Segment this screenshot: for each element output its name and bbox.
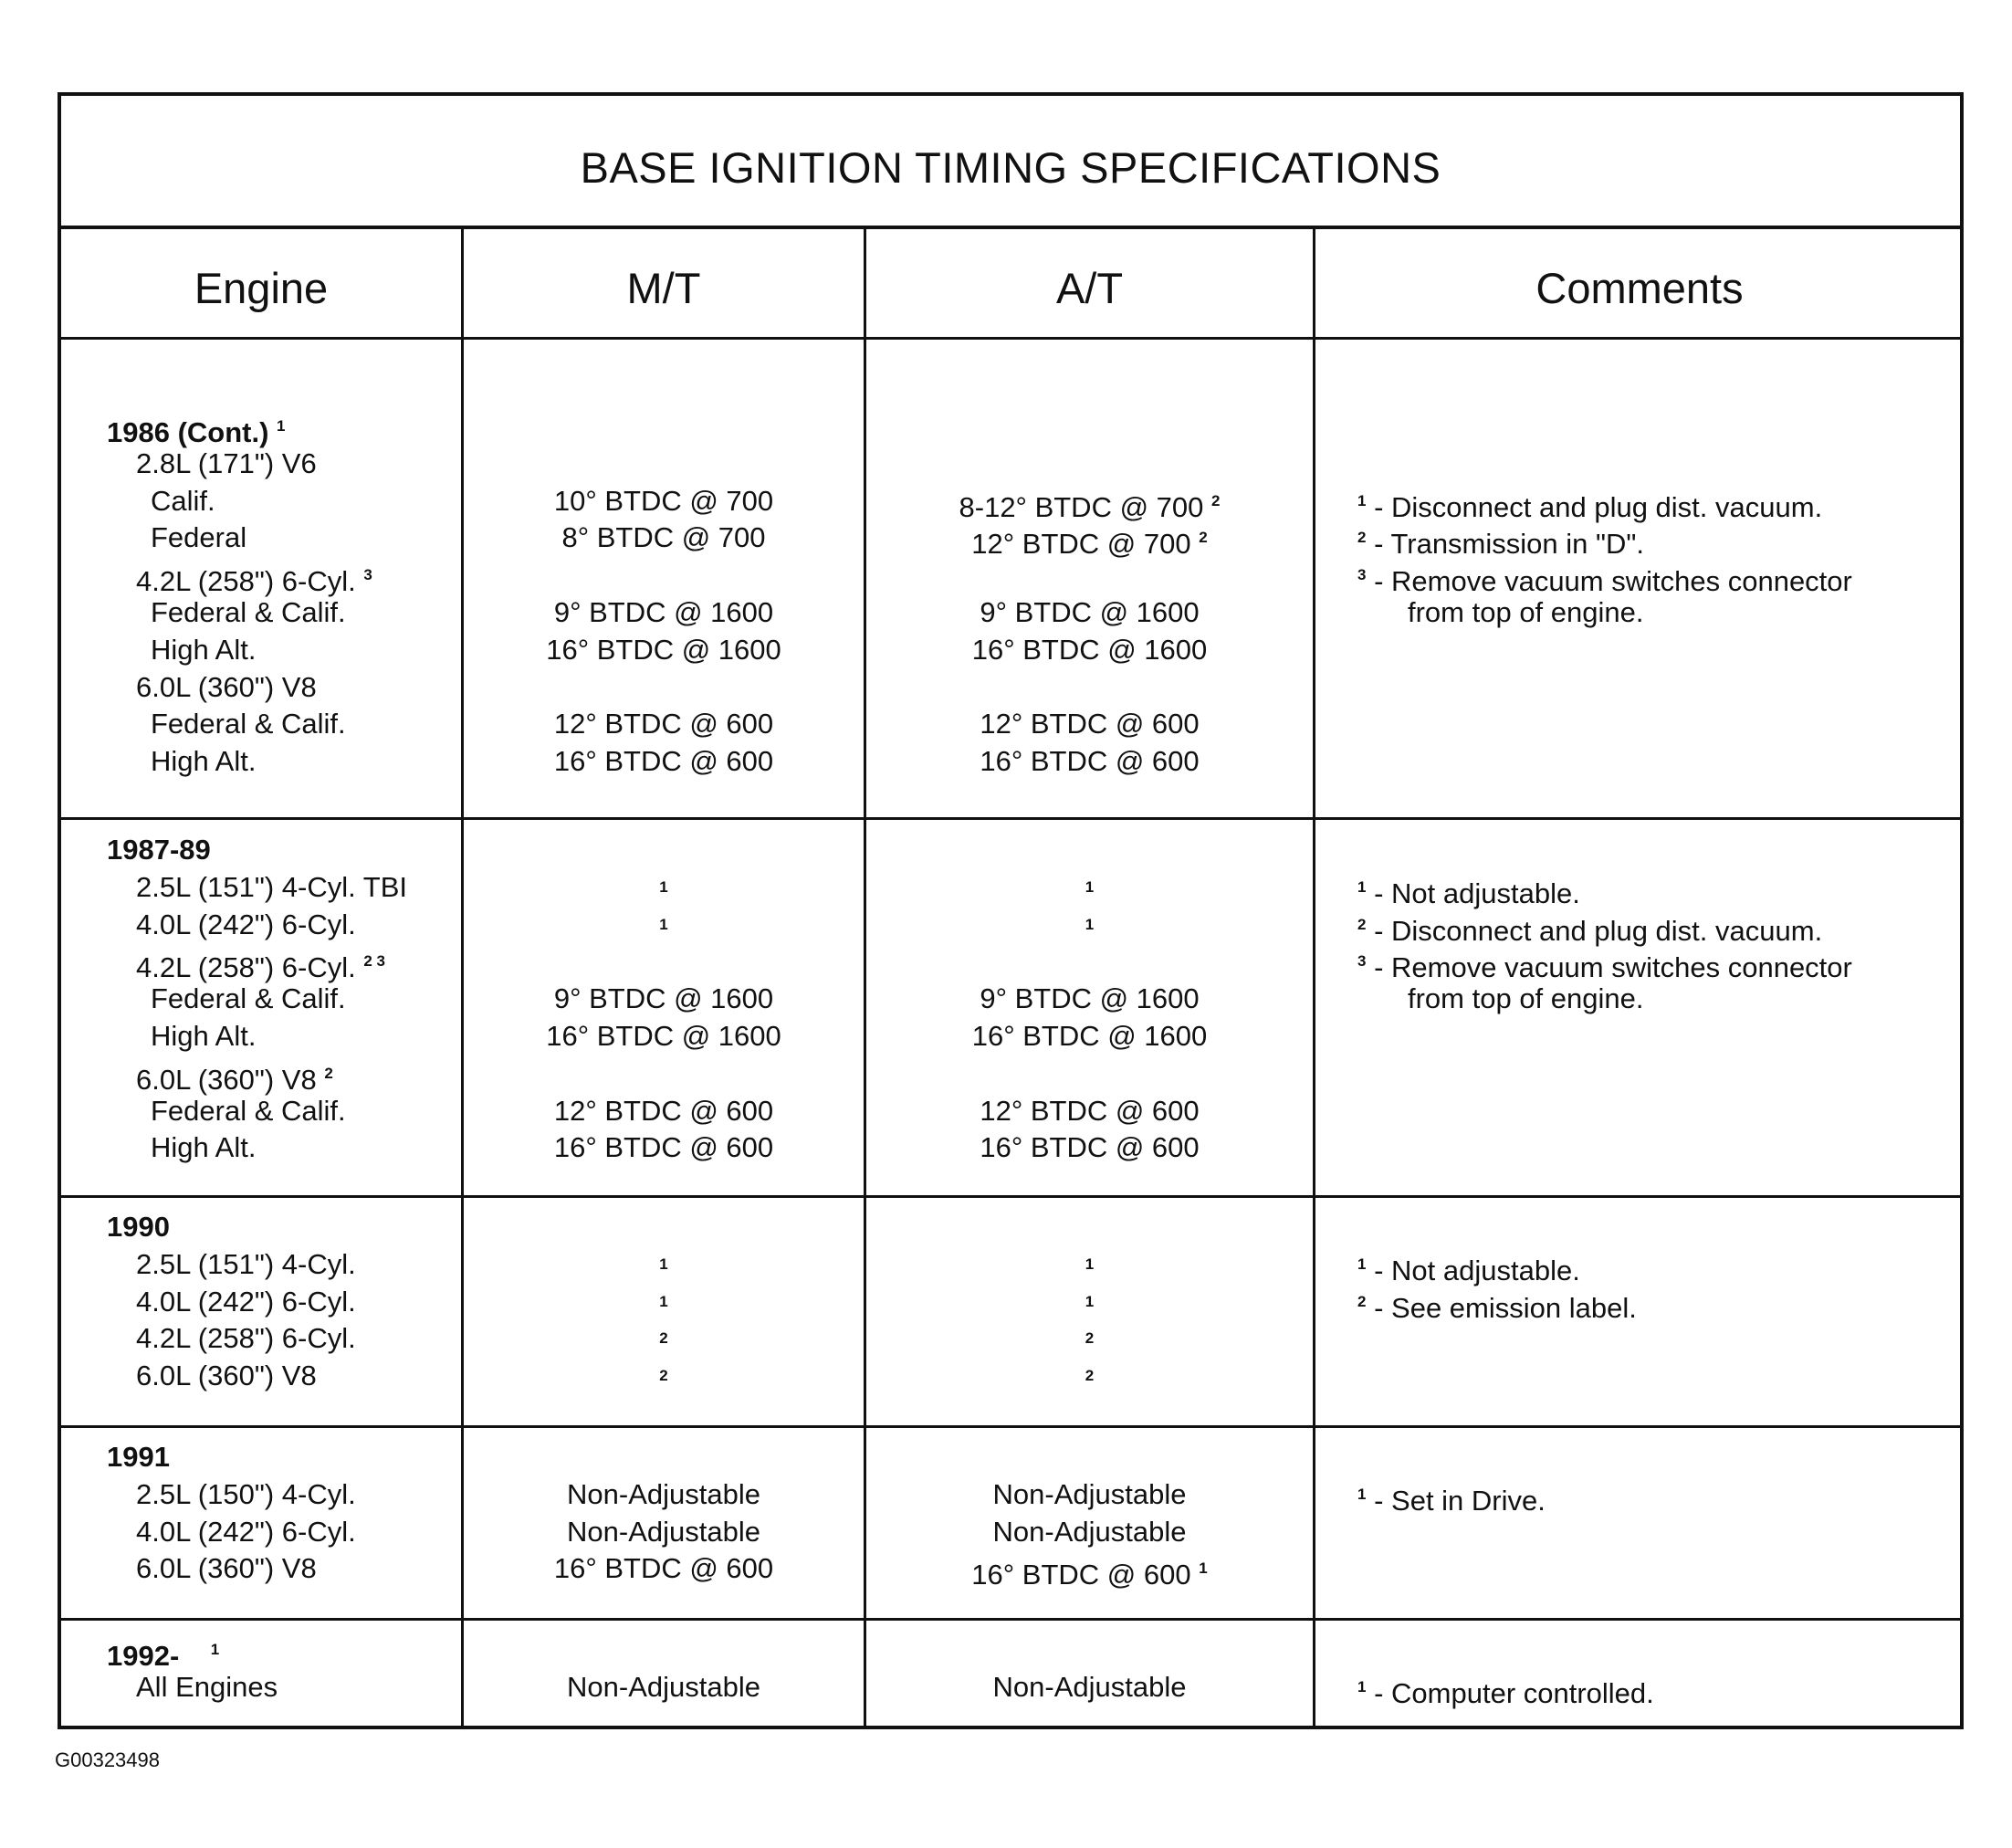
comments-cell-1991 [1357,1439,1960,1517]
at-cell-1990 [866,1209,1313,1395]
engine-line: 4.0L (242") 6-Cyl. [136,1285,356,1318]
mt-note: 1 [659,877,668,896]
column-header-engine: Engine [194,263,329,312]
engine-line: 6.0L (360") V8 $^2$ [136,1063,333,1096]
comment-line: from top of engine. [1408,595,1644,628]
mt-value: 16° BTDC @ 600 [553,1131,774,1164]
engine-cell-1992 [61,1632,461,1706]
engine-line: Federal [151,521,247,554]
engine-line: 6.0L (360") V8 [136,670,317,703]
year-label: 1992- $^1$ [107,1640,220,1672]
column-header-mt: M/T [626,263,701,312]
at-value: Non-Adjustable [992,1515,1187,1548]
header-divider [61,337,1960,340]
at-cell-1987-89 [866,832,1313,1167]
comment-line: $^2$ - Disconnect and plug dist. vacuum. [1357,914,1823,947]
engine-line: Federal & Calif. [151,595,346,628]
engine-line: Calif. [151,484,215,517]
year-label: 1987-89 [107,834,211,866]
comment-line: $^2$ - Transmission in "D". [1357,528,1645,561]
mt-cell-1992 [464,1632,864,1706]
mt-note: 1 [659,1292,668,1310]
mt-value: 12° BTDC @ 600 [553,708,774,740]
engine-line: 4.0L (242") 6-Cyl. [136,908,356,940]
table-title: BASE IGNITION TIMING SPECIFICATIONS [580,142,1441,192]
at-cell-1986 [866,408,1313,781]
engine-cell-1986 [61,408,461,781]
row-divider [61,1618,1960,1621]
engine-cell-1991 [61,1439,461,1588]
row-divider [61,817,1960,820]
year-label: 1990 [107,1211,170,1243]
comment-line: $^2$ - See emission label. [1357,1291,1637,1324]
engine-line: High Alt. [151,1131,257,1164]
comments-cell-1990 [1357,1209,1960,1324]
engine-cell-1990 [61,1209,461,1395]
mt-cell-1987-89 [464,832,864,1167]
comment-line: $^1$ - Not adjustable. [1357,1254,1580,1286]
comment-line: $^1$ - Set in Drive. [1357,1484,1546,1517]
row-divider [61,1425,1960,1428]
at-cell-1992 [866,1632,1313,1706]
mt-value: 16° BTDC @ 1600 [546,1019,781,1052]
comment-line: $^3$ - Remove vacuum switches connector [1357,565,1852,598]
at-note: 1 [1085,877,1095,896]
engine-line: 6.0L (360") V8 [136,1360,317,1392]
comments-cell-1986 [1357,408,1960,632]
comment-line: from top of engine. [1408,982,1644,1015]
comments-cell-1992 [1357,1632,1960,1709]
at-value: 8-12° BTDC @ 700 $^2$ [959,490,1221,523]
comment-line: $^1$ - Not adjustable. [1357,877,1580,909]
at-value: 9° BTDC @ 1600 [980,982,1200,1015]
timing-spec-table [58,92,1964,1729]
engine-line: High Alt. [151,745,257,778]
figure-id: G00323498 [55,1748,160,1771]
mt-value: 10° BTDC @ 700 [553,484,774,517]
mt-value: 16° BTDC @ 600 [553,1552,774,1585]
engine-line: 2.5L (150") 4-Cyl. [136,1477,356,1510]
at-value: Non-Adjustable [992,1477,1187,1510]
at-note: 1 [1085,1292,1095,1310]
at-value: 16° BTDC @ 1600 [971,1019,1208,1052]
mt-value: 16° BTDC @ 1600 [546,633,781,666]
engine-line: All Engines [136,1670,278,1703]
engine-line: 6.0L (360") V8 [136,1552,317,1585]
engine-line: 4.0L (242") 6-Cyl. [136,1515,356,1548]
mt-value: 16° BTDC @ 600 [553,745,774,778]
comment-line: $^1$ - Disconnect and plug dist. vacuum. [1357,490,1823,523]
engine-line: 2.8L (171") V6 [136,446,317,479]
mt-cell-1986 [464,408,864,781]
at-value: Non-Adjustable [992,1670,1187,1703]
row-divider [61,1195,1960,1198]
mt-value: 8° BTDC @ 700 [561,521,766,554]
at-value: 9° BTDC @ 1600 [980,595,1200,628]
at-note: 1 [1085,1255,1095,1273]
comments-cell-1987-89 [1357,832,1960,1018]
mt-cell-1990 [464,1209,864,1395]
at-value: 12° BTDC @ 600 [980,708,1200,740]
at-value: 16° BTDC @ 600 [980,745,1200,778]
year-label: 1986 (Cont.) $^1$ [107,416,286,448]
mt-note: 1 [659,1255,668,1273]
engine-line: Federal & Calif. [151,982,346,1015]
engine-line: Federal & Calif. [151,1094,346,1127]
column-header-at: A/T [1055,263,1124,312]
at-note: 2 [1085,1329,1095,1348]
mt-value: Non-Adjustable [567,1477,760,1510]
mt-value: 12° BTDC @ 600 [553,1094,774,1127]
comment-line: $^1$ - Computer controlled. [1357,1676,1654,1709]
engine-line: 4.2L (258") 6-Cyl. $^{2 3}$ [136,951,385,984]
engine-line: High Alt. [151,1019,257,1052]
year-label: 1991 [107,1441,170,1473]
engine-line: 4.2L (258") 6-Cyl. $^3$ [136,565,372,598]
mt-note: 2 [659,1329,668,1348]
engine-cell-1987-89 [61,832,461,1167]
engine-line: High Alt. [151,633,257,666]
mt-note: 2 [659,1367,668,1385]
at-value: 16° BTDC @ 1600 [971,633,1208,666]
at-value: 12° BTDC @ 600 [980,1094,1200,1127]
at-note: 2 [1085,1367,1095,1385]
mt-note: 1 [659,915,668,933]
mt-value: Non-Adjustable [567,1670,760,1703]
at-cell-1991 [866,1439,1313,1591]
engine-line: 4.2L (258") 6-Cyl. [136,1322,356,1355]
title-row [61,96,1960,229]
engine-line: 2.5L (151") 4-Cyl. TBI [136,870,408,903]
mt-value: 9° BTDC @ 1600 [553,595,774,628]
column-header-comments: Comments [1535,263,1744,312]
mt-value: 9° BTDC @ 1600 [553,982,774,1015]
at-value: 12° BTDC @ 700 $^2$ [971,528,1208,561]
engine-line: Federal & Calif. [151,708,346,740]
column-divider [1313,226,1315,1726]
comment-line: $^3$ - Remove vacuum switches connector [1357,951,1852,984]
engine-line: 2.5L (151") 4-Cyl. [136,1247,356,1280]
at-value: 16° BTDC @ 600 [980,1131,1200,1164]
mt-value: Non-Adjustable [567,1515,760,1548]
at-value: 16° BTDC @ 600 $^1$ [971,1559,1208,1591]
mt-cell-1991 [464,1439,864,1588]
at-note: 1 [1085,915,1095,933]
